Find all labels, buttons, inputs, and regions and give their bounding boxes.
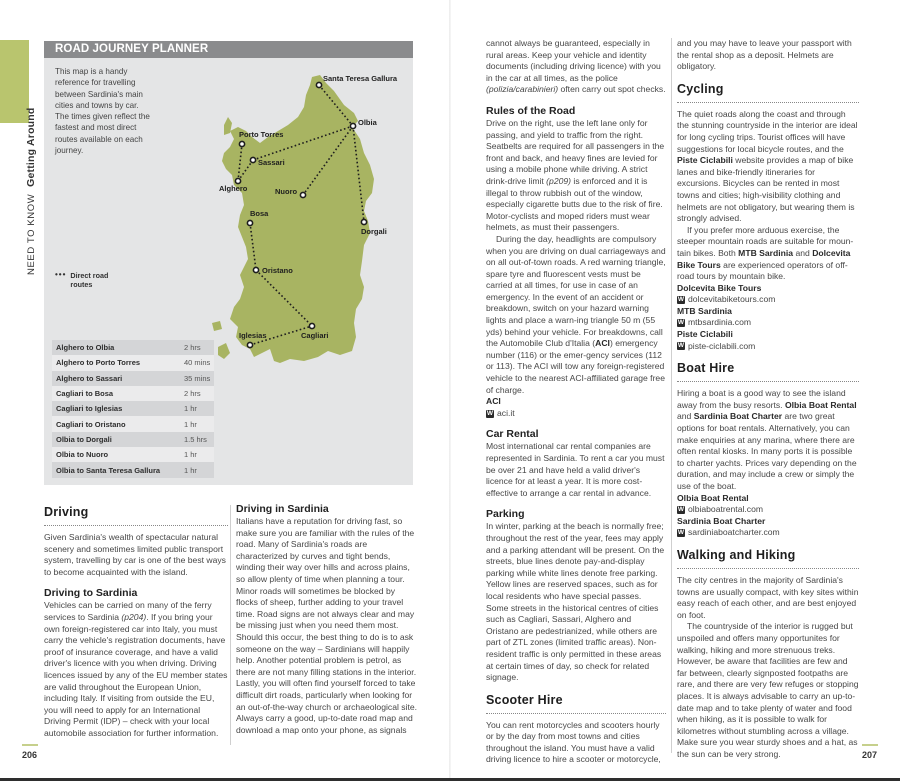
contact-website[interactable]: W sardiniaboatcharter.com xyxy=(677,527,780,538)
table-row xyxy=(52,371,214,386)
sardinia-landmass xyxy=(222,75,374,363)
aci-website[interactable]: W aci.it xyxy=(486,407,515,418)
svg-text:Oristano: Oristano xyxy=(262,266,293,275)
web-icon: W xyxy=(677,319,685,327)
road-journey-planner xyxy=(44,41,413,485)
continuation-text: cannot always be guaranteed, especially in rural areas. Keep your vehicle and identity documents (including driving licence) with you in the car at all times, as the police (polizia/carabinieri) often carry out spot checks. xyxy=(486,38,666,95)
cycling-text-2: If you prefer more arduous exercise, the steeper mountain roads are suitable for moun-tain bikes. Both MTB Sardinia and Dolcevita Bike Tours are experienced operators of off-road tours by mountain bike. xyxy=(677,224,854,282)
route-name: Olbia to Dorgali xyxy=(56,434,112,444)
travel-time: 1 hr xyxy=(184,465,197,475)
table-row xyxy=(52,355,214,370)
section-heading: Walking and Hiking xyxy=(677,548,859,569)
scooter-continuation: and you may have to leave your passport with the rental shop as a deposit. Helmets are obligatory. xyxy=(677,38,852,72)
table-row xyxy=(52,416,214,431)
section-heading: Boat Hire xyxy=(677,361,859,382)
contact-website[interactable]: W mtbsardinia.com xyxy=(677,317,752,328)
driving-section xyxy=(44,505,228,740)
svg-text:Porto Torres: Porto Torres xyxy=(239,130,284,139)
route-name: Olbia to Santa Teresa Gallura xyxy=(56,465,161,475)
travel-time: 1 hr xyxy=(184,450,197,460)
planner-title: ROAD JOURNEY PLANNER xyxy=(44,41,413,58)
right-column-1 xyxy=(486,38,666,766)
travel-time: 1 hr xyxy=(184,404,197,414)
contact-website[interactable]: W dolcevitabiketours.com xyxy=(677,294,776,305)
route-name: Olbia to Nuoro xyxy=(56,450,109,460)
contact-website[interactable]: W piste-ciclabili.com xyxy=(677,340,756,351)
subheading: Rules of the Road xyxy=(486,104,576,117)
table-row xyxy=(52,401,214,416)
subheading: Driving in Sardinia xyxy=(236,503,329,515)
boat-text: Hiring a boat is a good way to see the island away from the busy resorts. Olbia Boat Rental and Sardinia Boat Charter are two great options for boat rentals. Alternatively, you can make enquiries at any marina, where there are often rental kiosks. In many ports it is possible to charter yachts. Prices vary depending on the duration, and may include a crew or simply the use of the boat. xyxy=(677,388,857,491)
travel-time: 35 mins xyxy=(184,373,211,383)
table-row xyxy=(52,462,214,477)
subheading: Driving to Sardinia xyxy=(44,587,138,600)
driving-to-sardinia-text: Vehicles can be carried on many of the ferry services to Sardinia (p204). If you bring your own foreign-registered car into Italy, you must carry the vehicle's registration documents, have proof of insurance coverage, and have a valid driver's licence with you when driving. Driving licences issued by any of the EU member states are valid throughout the European Union, including Italy. If visiting from outside the EU, you will need to apply for an International Driving Permit (IDP) – check with your local automobile association for further information. xyxy=(44,600,228,738)
sardinia-map xyxy=(194,61,413,401)
cycling-text-1: The quiet roads along the coast and through the stunning countryside in the interior are ideal for long cycling trips. Tourist offices will have suggestions for local bicycle routes, and the Piste Ciclabili website provides a map of bike lanes and bike-friendly itineraries for excursions. Bicycles can be rented in most towns and cities; high-visibility clothing and helmets are not obligatory, but wearing them is strongly advised. xyxy=(677,108,858,224)
svg-text:Dorgali: Dorgali xyxy=(361,227,387,236)
svg-text:Sassari: Sassari xyxy=(258,158,285,167)
section-heading: Cycling xyxy=(677,82,859,103)
running-head xyxy=(25,107,37,275)
planner-intro: This map is a handy reference for travelling between Sardinia's main cities and towns by car. The times given reflect the fastest and most direct routes available on each journey. xyxy=(55,67,150,156)
right-column-2 xyxy=(677,38,859,760)
travel-time: 1.5 hrs xyxy=(184,434,207,444)
rules-text-1: Drive on the right, use the left lane only for passing, and yield to traffic from the right. Seatbelts are required for all passengers in the front and back, and heavy fines are levied for using a mobile phone while driving. A strict drink-drive limit (p209) is enforced and it is illegal to throw rubbish out of the window, especially cigarette butts due to the risk of fire. Motor-cyclists and moped riders must wear helmets, as must their passengers. xyxy=(486,117,665,233)
travel-time: 2 hrs xyxy=(184,389,201,399)
rules-text-2: During the day, headlights are compulsory when you are driving on dual carriageways and on all out-of-town roads. A red warning triangle, spare tyre and fluorescent vests must be carried at all times, for use in case of an emergency. In the event of an accident or breakdown, switch on your hazard warning lights and place a warn-ing triangle 50 m (55 yds) behind your vehicle. For breakdowns, call the Automobile Club d'Italia (ACI) emergency number (116) or the emer-gency services (112 or 113). The ACI will tow any foreign-registered vehicle to the nearest ACI-affiliated garage free of charge. xyxy=(486,233,666,395)
route-name: Alghero to Porto Torres xyxy=(56,358,141,368)
contact-name: Piste Ciclabili xyxy=(677,329,733,340)
web-icon: W xyxy=(677,342,685,350)
walking-text-1: The city centres in the majority of Sardinia's towns are usually compact, with key sites within easy reach of each other, and are best enjoyed on foot. xyxy=(677,574,859,620)
page-number-left: 206 xyxy=(22,750,38,760)
travel-time: 40 mins xyxy=(184,358,211,368)
parking-text: In winter, parking at the beach is normally free; throughout the rest of the year, fees may apply and a parking attendant will be present. On the streets, blue lines denote pay-and-display parking while white lines denote free parking. Yellow lines are reserved spaces, such as for local residents who have special passes. Some streets in the historical centres of cities such as Cagliari, Sassari, Alghero and Oristano are pedestrianized, while others are part of ZTL zones (limited traffic areas). Non-resident traffic is only permitted in these areas at certain times of day, so check for related signage. xyxy=(486,521,665,683)
route-name: Cagliari to Iglesias xyxy=(56,404,123,414)
route-name: Cagliari to Oristano xyxy=(56,419,126,429)
contact-name: Dolcevita Bike Tours xyxy=(677,282,762,293)
aci-name: ACI xyxy=(486,396,501,407)
driving-in-sardinia-section xyxy=(236,503,418,736)
scooter-text: You can rent motorcycles and scooters hourly or by the day from most towns and cities throughout the island. You must have a valid driving licence to hire a scooter or motorcycle, xyxy=(486,719,661,765)
web-icon: W xyxy=(677,505,685,513)
travel-time: 2 hrs xyxy=(184,343,201,353)
table-row xyxy=(52,447,214,462)
svg-text:Olbia: Olbia xyxy=(358,118,377,127)
walking-text-2: The countryside of the interior is rugged but unspoiled and offers many opportunites for walking, hiking and more strenuous treks. However, be aware that facilities are few and far between, clearly signposted footpaths are rare, and there are very few refuges or stopping places. It is always advisable to carry an up-to-date map and to take plenty of water and food when hiking, as it is possible to walk for kilometres without stumbling across a village. Make sure you wear sturdy shoes and a hat, as the sun can be very strong. xyxy=(677,621,859,759)
web-icon: W xyxy=(677,296,685,304)
page-number-accent xyxy=(22,744,38,746)
svg-text:Cagliari: Cagliari xyxy=(301,331,329,340)
route-name: Alghero to Olbia xyxy=(56,343,115,353)
subheading: Car Rental xyxy=(486,428,539,441)
car-rental-text: Most international car rental companies are represented in Sardinia. To rent a car you must be over 21 and have held a valid driver's licence for at least a year. It is more cost-effective to arrange a car rental in advance. xyxy=(486,441,665,498)
page-number-accent xyxy=(862,744,878,746)
sant-antioco-island xyxy=(218,343,230,359)
route-name: Alghero to Sassari xyxy=(56,373,123,383)
route-name: Cagliari to Bosa xyxy=(56,389,114,399)
driving-intro: Given Sardinia's wealth of spectacular natural scenery and sometimes limited public transport system, travelling by car is one of the best ways to become acquainted with the island. xyxy=(44,532,226,577)
travel-time: 1 hr xyxy=(184,419,197,429)
svg-text:Iglesias: Iglesias xyxy=(239,331,267,340)
contact-website[interactable]: W olbiaboatrental.com xyxy=(677,504,764,515)
section-label: NEED TO KNOW xyxy=(26,193,37,275)
svg-text:Santa Teresa Gallura: Santa Teresa Gallura xyxy=(323,74,398,83)
driving-in-sardinia-text: Italians have a reputation for driving fast, so make sure you are familiar with the rules of the road. Many of Sardinia's roads are characterized by curves and tight bends, winding their way over hills and across plains, so allow plenty of time when planning a tour. Minor roads will sometimes be blocked by flocks of sheep, further adding to your travel time. Road signs are not always clear and may be missing just when you need them most. Should this occur, the best thing to do is to ask someone on the way – Sardinians will happily help. Another potential problem is petrol, as there are not many filling stations in the interior. Lastly, you will often find yourself forced to take difficult dirt roads, particularly when looking for an out-of-the-way church or archaeological site. Always carry a good, up-to-date road map and download a map onto your phone, as signals xyxy=(236,516,418,735)
web-icon: W xyxy=(486,409,494,417)
book-gutter xyxy=(449,0,451,781)
column-divider xyxy=(671,38,672,753)
dotted-route-icon: ••• xyxy=(55,270,67,279)
contact-name: MTB Sardinia xyxy=(677,305,732,316)
web-icon: W xyxy=(677,529,685,537)
table-row xyxy=(52,340,214,355)
page-number-right: 207 xyxy=(862,750,878,760)
journey-times-table xyxy=(52,340,214,478)
contact-name: Sardinia Boat Charter xyxy=(677,515,766,526)
subsection-label: Getting Around xyxy=(25,107,37,187)
svg-text:Alghero: Alghero xyxy=(219,184,248,193)
section-heading: Scooter Hire xyxy=(486,693,666,714)
contact-name: Olbia Boat Rental xyxy=(677,492,749,503)
column-divider xyxy=(230,505,231,745)
svg-text:Bosa: Bosa xyxy=(250,209,269,218)
legend-label: Direct road routes xyxy=(70,271,109,289)
section-heading: Driving xyxy=(44,505,228,526)
san-pietro-island xyxy=(212,321,222,331)
subheading: Parking xyxy=(486,508,525,521)
svg-text:Nuoro: Nuoro xyxy=(275,187,298,196)
table-row xyxy=(52,386,214,401)
table-row xyxy=(52,432,214,447)
map-legend xyxy=(55,271,120,289)
